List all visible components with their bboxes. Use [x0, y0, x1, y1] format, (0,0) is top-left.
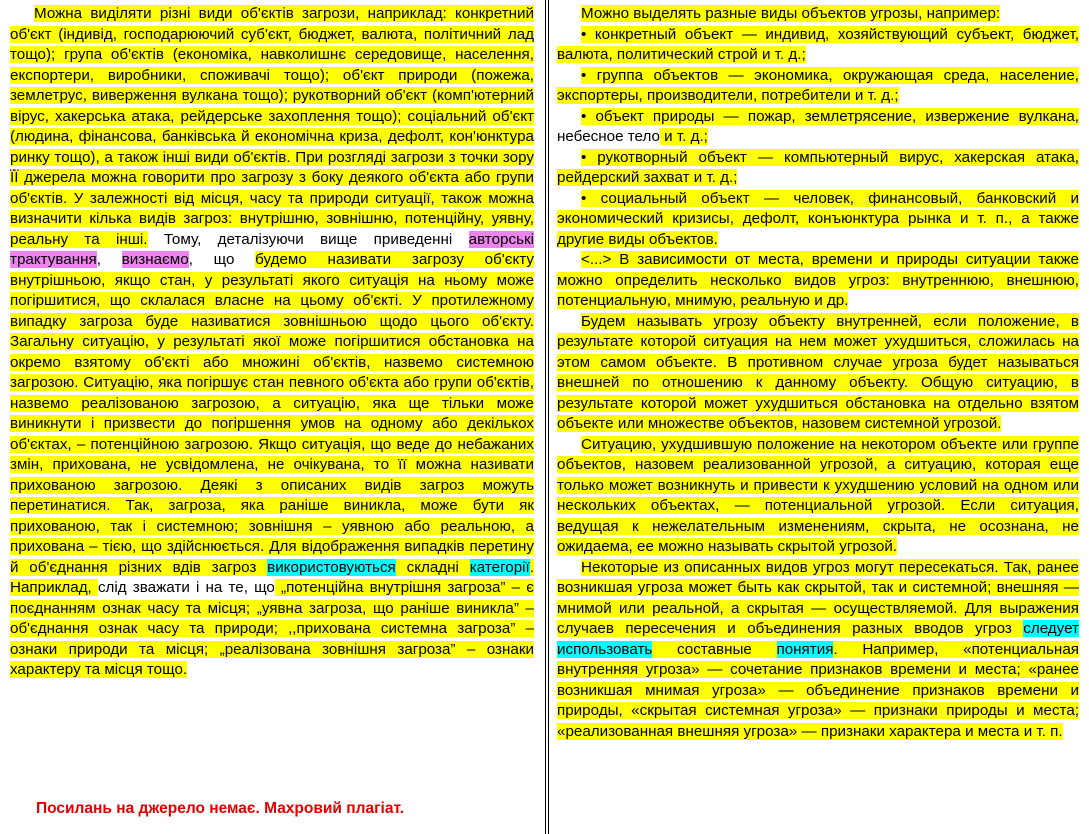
highlight-yellow: • объект природы — пожар, землетрясение, извержение вулкана, [581, 107, 1079, 125]
column-divider-right [548, 0, 549, 834]
highlight-cyan: следует использовать [557, 620, 1079, 658]
unhighlighted-text: небесное тело [557, 128, 660, 145]
russian-paragraph [557, 435, 1079, 558]
highlight-cyan: понятия [776, 640, 834, 658]
unhighlighted-text: слід зважати і на те, що [97, 579, 275, 596]
highlight-yellow: составные [652, 640, 777, 658]
highlight-cyan: використовуються [267, 558, 396, 576]
plagiarism-note: Посилань на джерело немає. Махровий плагіат. [36, 800, 405, 817]
russian-paragraph [557, 558, 1079, 743]
unhighlighted-text: , [96, 251, 122, 268]
highlight-yellow: • конкретный объект — индивид, хозяйствующий субъект, бюджет, валюта, политический строй и т. д.; [557, 25, 1079, 63]
highlight-yellow: Будем называть угрозу объекту внутренней, если положение, в результате которой ситуация на нем может ухудшиться, сложилась на этом самом объекте. В противном случае угроза будет называться внешней по отношению к данному объекту. Общую ситуацию, в результате которой может ухудшиться обстановка на отдельно взятом объекте или множестве объектов, назовем системной угрозой. [557, 312, 1079, 432]
highlight-yellow: складні [395, 558, 470, 576]
russian-paragraph [557, 250, 1079, 312]
highlight-yellow: Ситуацию, ухудшившую положение на некотором объекте или группе объектов, назовем реализованной угрозой, а ситуацию, которая еще только может возникнуть и привести к ухудшению условий на одном или нескольких объектах, — потенциальной угрозой. Если ситуация, ведущая к нежелательным изменениям, скрыта, не осознана, не ожидаема, ее можно называть скрытой угрозой. [557, 435, 1079, 555]
russian-list-item [557, 189, 1079, 251]
highlight-yellow: . Например, «потенциальная внутренняя угроза» — сочетание признаков времени и места; «ранее возникшая мнимая угроза» — объединение признаков времени и природы, «скрытая системная угроза» — признаки природы и места; «реализованная внешняя угроза» — признаки характера и места и т. п. [557, 640, 1079, 740]
russian-list-item [557, 148, 1079, 189]
ukrainian-text-column [10, 4, 534, 681]
russian-paragraph [557, 4, 1079, 25]
highlight-yellow: и т. д.; [659, 128, 708, 145]
column-divider-left [545, 0, 546, 834]
highlight-yellow: • группа объектов — экономика, окружающая среда, население, экспортеры, производители, потребители и т. д.; [557, 66, 1079, 104]
highlight-yellow: • социальный объект — человек, финансовый, банковский и экономический кризисы, дефолт, конъюнктура рынка и т. п., а также другие виды объектов. [557, 189, 1079, 248]
russian-list-item [557, 25, 1079, 66]
unhighlighted-text: , що [188, 251, 256, 268]
highlight-yellow: будемо називати загрозу об'єкту внутрішньою, якщо стан, у результаті якого ситуація на ньому може погіршитися, що склалася власне на цьому об'єкті. У протилежному випадку загроза буде називатися зовнішньою щодо цього об'єкту. Загальну ситуацію, у результаті якої може погіршитися обстановка на окремо взятому об'єкті або множині об'єктів, назвемо системною загрозою. Ситуацію, яка погіршує стан певного об'єкта або групи об'єктів, назвемо реалізованою загрозою, а ситуацію, яка ще тільки може виникнути і призвести до погіршення умов на одному або декількох об'єктах, – потенційною загрозою. Якщо ситуація, що веде до небажаних змін, прихована, не усвідомлена, не очікувана, то її можна називати прихованою загрозою. Деякі з описаних видів загроз можуть перетинатися. Так, загроза, яка раніше виникла, може бути як прихованою, так і системною; зовнішня – уявною або реальною, а прихована – тією, що здійснюється. Для відображення випадків перетину й об'єднання різних вдів загроз [10, 251, 534, 576]
russian-text-column [557, 4, 1079, 742]
highlight-yellow: Некоторые из описанных видов угроз могут пересекаться. Так, ранее возникшая угроза может быть как скрытой, так и системной; внешняя — мнимой или реальной, а скрытая — осуществляемой. Для выражения случаев пересечения и объединения разных вводов угроз [557, 558, 1079, 637]
highlight-yellow: Можно выделять разные виды объектов угрозы, например: [581, 5, 1001, 22]
highlight-yellow: . Наприклад, [10, 558, 534, 596]
unhighlighted-text: Тому, деталізуючи вище приведенні [163, 230, 469, 248]
highlight-magenta: визнаємо [121, 251, 189, 268]
ukrainian-paragraph [10, 4, 534, 681]
russian-list-item [557, 107, 1079, 148]
highlight-yellow: „потенційна внутрішня загроза” – є поєднанням ознак часу та місця; „уявна загроза, що раніше виникла” – об'єднання ознак часу та природи; ,,прихована системна загроза” – ознаки природи та місця; „реалізована зовнішня загроза” – ознаки характеру та місця тощо. [10, 579, 534, 678]
highlight-yellow: • рукотворный объект — компьютерный вирус, хакерская атака, рейдерский захват и т. д.; [557, 148, 1079, 186]
highlight-yellow: <...> В зависимости от места, времени и природы ситуации также можно определить несколько видов угроз: внутреннюю, внешнюю, потенциальную, мнимую, реальную и др. [557, 251, 1079, 309]
highlight-cyan: категорії [469, 558, 530, 576]
highlight-magenta: авторські трактування [10, 230, 535, 268]
russian-paragraph [557, 312, 1079, 435]
russian-list-item [557, 66, 1079, 107]
highlight-yellow: Можна виділяти різні види об'єктів загрози, наприклад: конкретний об'єкт (індивід, господарюючий суб'єкт, бюджет, валюта, політичний лад тощо); група об'єктів (економіка, навколишнє середовище, населення, експортери, виробники, споживачі тощо); об'єкт природи (пожежа, землетрус, виверження вулкана тощо); рукотворний об'єкт (комп'ютерний вірус, хакерська атака, рейдерське захоплення тощо); соціальний об'єкт (людина, фінансова, банківська й економічна криза, дефолт, кон'юнктура ринку тощо), а також інші види об'єктів. При розгляді загрози з точки зору ЇЇ джерела можна говорити про загрозу з боку деякого об'єкта або групи об'єктів. У залежності від місця, часу та природи ситуації, також можна визначити кілька видів загроз: внутрішню, зовнішню, потенційну, уявну, реальну та інші. [10, 5, 534, 248]
